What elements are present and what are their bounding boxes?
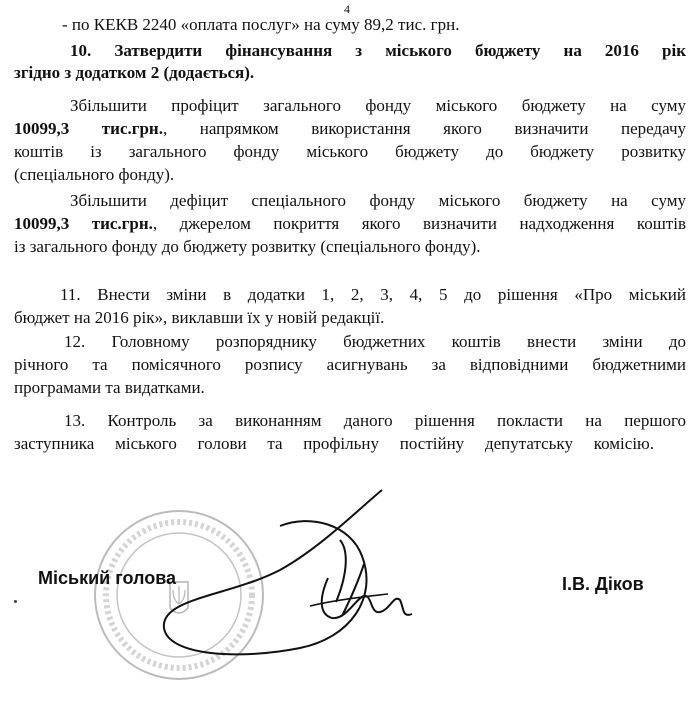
signer-name: І.В. Діков xyxy=(562,574,644,594)
deficit-paragraph-text: , джерелом покриття якого визначити надходження коштів xyxy=(152,214,686,233)
deficit-amount: 10099,3 тис.грн. xyxy=(14,214,153,233)
surplus-paragraph-line-1: Збільшити профіцит загального фонду міського бюджету на суму xyxy=(70,96,686,115)
deficit-paragraph-line-3: із загального фонду до бюджету розвитку (спеціального фонду). xyxy=(14,237,481,256)
item-11-line-2: бюджет на 2016 рік», виклавши їх у новій редакції. xyxy=(14,308,385,327)
item-10-heading: 10. Затвердити фінансування з міського бюджету на 2016 рік xyxy=(70,41,686,60)
surplus-paragraph-text: , напрямком використання якого визначити передачу xyxy=(162,119,686,138)
deficit-paragraph-line-1: Збільшити дефіцит спеціального фонду міського бюджету на суму xyxy=(70,191,686,210)
item-12-line-2: річного та помісячного розпису асигнувань за відповідними бюджетними xyxy=(14,355,686,374)
item-13-line-1: 13. Контроль за виконанням даного рішення покласти на першого xyxy=(64,411,686,430)
signer-title: Міський голова xyxy=(38,568,177,588)
item-11-line-1: 11. Внести зміни в додатки 1, 2, 3, 4, 5 до рішення «Про міський xyxy=(60,285,686,304)
surplus-paragraph-line-3: коштів із загального фонду міського бюджету до бюджету розвитку xyxy=(14,142,686,161)
item-12-line-3: програмами та видатками. xyxy=(14,378,205,397)
item-10-heading-cont: згідно з додатком 2 (додається). xyxy=(14,63,255,82)
item-13-line-2: заступника міського голови та профільну постійну депутатську комісію. xyxy=(14,434,654,453)
deficit-paragraph-line-2 xyxy=(14,213,686,235)
item-12-line-1: 12. Головному розпоряднику бюджетних коштів внести зміни до xyxy=(64,332,686,351)
surplus-amount: 10099,3 тис.грн. xyxy=(14,119,163,138)
kekv-line: - по КЕКВ 2240 «оплата послуг» на суму 89,2 тис. грн. xyxy=(62,15,460,34)
scan-speck xyxy=(14,600,17,603)
surplus-paragraph-line-4: (спеціального фонду). xyxy=(14,165,175,184)
handwritten-signature xyxy=(150,478,480,668)
page-number: 4 xyxy=(344,2,350,16)
surplus-paragraph-line-2 xyxy=(14,118,686,140)
